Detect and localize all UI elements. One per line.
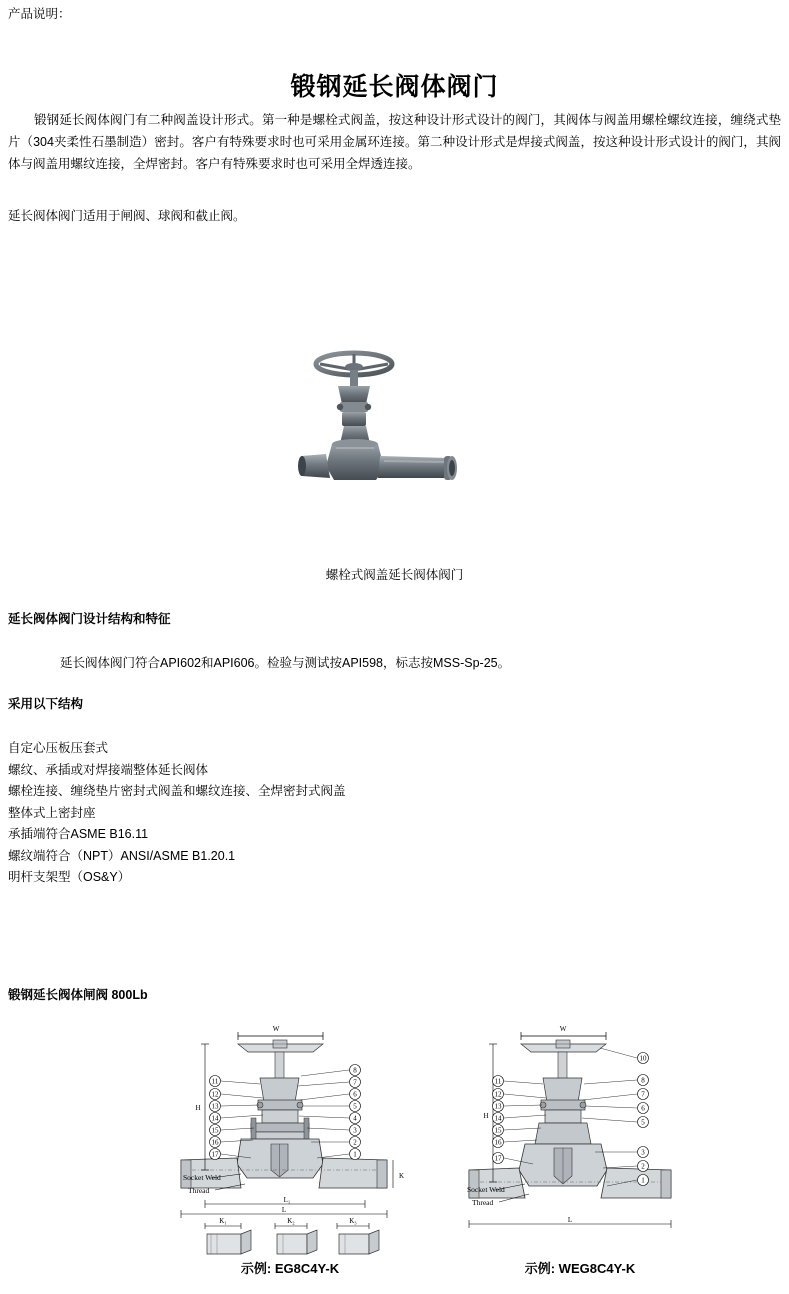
svg-text:7: 7 xyxy=(352,1078,357,1087)
figure-caption: 螺栓式阀盖延长阀体阀门 xyxy=(325,568,464,582)
svg-text:11: 11 xyxy=(211,1077,218,1086)
svg-text:15: 15 xyxy=(211,1126,218,1135)
svg-text:4: 4 xyxy=(352,1114,357,1123)
list-item: 整体式上密封座 xyxy=(8,805,96,820)
svg-text:8: 8 xyxy=(640,1076,645,1085)
left-drawing xyxy=(181,1025,404,1254)
svg-text:1: 1 xyxy=(352,1150,357,1159)
dim-l-right: L xyxy=(567,1216,572,1224)
svg-text:17: 17 xyxy=(494,1154,501,1163)
intro-paragraph: 锻钢延长阀体阀门有二种阀盖设计形式。第一种是螺栓式阀盖，按这种设计形式设计的阀门，其阀体与阀盖用螺栓螺纹连接，缠绕式垫片（304夹柔性石墨制造）密封。客户有特殊要求时也可采用金属环连接。第二种设计形式是焊接式阀盖，按这种设计形式设计的阀门，其阀体与阀盖用螺纹连接，全焊密封。客户有特殊要求时也可采用全焊透连接。 xyxy=(8,112,781,171)
svg-text:5: 5 xyxy=(640,1118,645,1127)
forged-steel-valve-illustration xyxy=(280,340,510,520)
svg-text:13: 13 xyxy=(211,1102,218,1111)
svg-text:2: 2 xyxy=(640,1162,645,1171)
list-item: 明杆支架型（OS&Y） xyxy=(8,870,131,884)
dim-l-left: L xyxy=(281,1206,286,1214)
svg-text:6: 6 xyxy=(352,1090,357,1099)
label-socket-weld-left: Socket Weld xyxy=(182,1173,221,1182)
svg-text:6: 6 xyxy=(640,1104,645,1113)
svg-text:10: 10 xyxy=(639,1054,646,1063)
gate-valve-dimension-drawings xyxy=(55,1018,735,1268)
dim-h-right: H xyxy=(482,1112,489,1120)
section-design-title: 延长阀体阀门设计结构和特征 xyxy=(8,612,171,626)
svg-text:1: 1 xyxy=(640,1176,645,1185)
section-structure-title: 采用以下结构 xyxy=(8,697,84,711)
svg-text:3: 3 xyxy=(640,1148,645,1157)
example-label-left: 示例: EG8C4Y-K xyxy=(240,1261,340,1276)
right-drawing xyxy=(467,1025,671,1228)
svg-text:8: 8 xyxy=(352,1066,357,1075)
svg-text:7: 7 xyxy=(640,1090,645,1099)
example-labels xyxy=(0,1258,789,1280)
dim-k-left: K xyxy=(398,1172,404,1180)
dim-w-left: W xyxy=(272,1025,279,1033)
dim-k1: K₁ xyxy=(218,1217,227,1225)
svg-text:3: 3 xyxy=(352,1126,357,1135)
valve-photo-figure xyxy=(0,340,789,523)
application-paragraph: 延长阀体阀门适用于闸阀、球阀和截止阀。 xyxy=(8,208,246,223)
valve-photo xyxy=(280,340,510,520)
svg-text:11: 11 xyxy=(494,1077,501,1086)
product-description-label: 产品说明： xyxy=(8,7,71,21)
dim-w-right: W xyxy=(559,1025,566,1033)
svg-text:15: 15 xyxy=(494,1126,501,1135)
end-details-left xyxy=(205,1217,379,1254)
svg-text:17: 17 xyxy=(211,1150,218,1159)
svg-text:5: 5 xyxy=(352,1102,357,1111)
dim-l1-left: L₁ xyxy=(283,1196,290,1204)
svg-text:16: 16 xyxy=(494,1138,501,1147)
svg-text:14: 14 xyxy=(211,1114,218,1123)
svg-text:12: 12 xyxy=(494,1090,501,1099)
list-item: 自定心压板压套式 xyxy=(8,741,109,755)
section-drawing-title: 锻钢延长阀体闸阀 800Lb xyxy=(8,988,148,1002)
page-title: 锻钢延长阀体阀门 xyxy=(290,72,499,101)
list-item: 承插端符合ASME B16.11 xyxy=(8,827,149,841)
svg-text:16: 16 xyxy=(211,1138,218,1147)
standards-line: 延长阀体阀门符合API602和API606。检验与测试按API598，标志按MSS-Sp-25。 xyxy=(60,656,511,670)
technical-drawings xyxy=(8,1018,781,1286)
list-item: 螺纹端符合（NPT）ANSI/ASME B1.20.1 xyxy=(8,848,236,863)
dim-k2: K₂ xyxy=(286,1217,295,1225)
list-item: 螺纹、承插或对焊接端整体延长阀体 xyxy=(8,762,209,777)
label-thread-left: Thread xyxy=(187,1186,209,1195)
svg-text:13: 13 xyxy=(494,1102,501,1111)
svg-text:12: 12 xyxy=(211,1090,218,1099)
feature-list xyxy=(8,738,346,889)
svg-text:14: 14 xyxy=(494,1114,501,1123)
dim-k3: K₃ xyxy=(348,1217,357,1225)
example-label-right: 示例: WEG8C4Y-K xyxy=(524,1261,636,1276)
dim-h-left: H xyxy=(194,1104,201,1112)
svg-text:2: 2 xyxy=(352,1138,357,1147)
label-thread-right: Thread xyxy=(471,1198,493,1207)
list-item: 螺栓连接、缠绕垫片密封式阀盖和螺纹连接、全焊密封式阀盖 xyxy=(8,784,346,798)
label-socket-weld-right: Socket Weld xyxy=(466,1185,505,1194)
